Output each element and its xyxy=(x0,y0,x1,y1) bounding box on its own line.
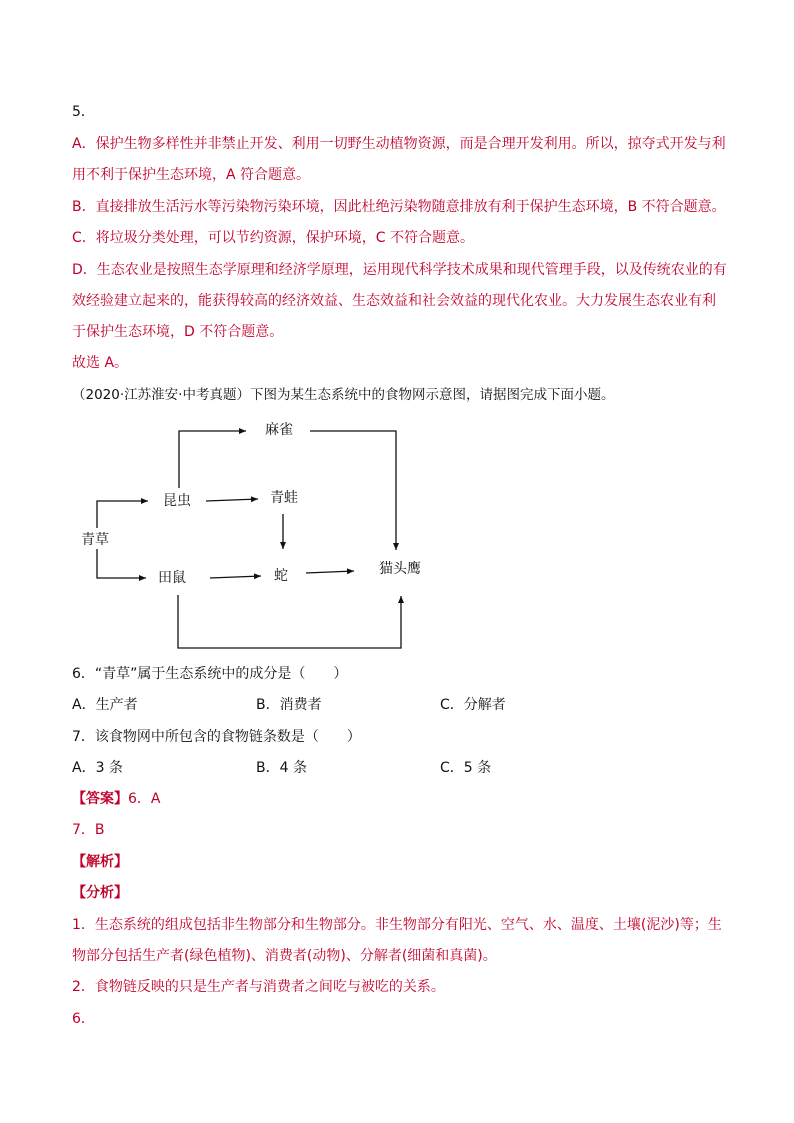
q5-text-a-1: 保护生物多样性并非禁止开发、利用一切野生动植物资源，而是合理开发利用。所以，掠夺式开发与利 xyxy=(95,136,726,152)
arrow-tianshu-she xyxy=(210,576,261,578)
q5-conclusion: 故选 A。 xyxy=(72,355,129,371)
q5-option-a-line-2: 用不利于保护生态环境，A 符合题意。 xyxy=(72,167,311,183)
arrow-kunchong-qingwa xyxy=(206,499,258,501)
answer-7: 7．B xyxy=(72,822,105,838)
answer-line xyxy=(72,789,160,809)
node-maotouying: 猫头鹰 xyxy=(379,561,421,577)
q6-stem: 6．“青草”属于生态系统中的成分是（ ） xyxy=(72,666,348,682)
q6-option-c: C．分解者 xyxy=(440,697,506,713)
q6-option-a: A．生产者 xyxy=(72,697,138,713)
node-maque: 麻雀 xyxy=(265,422,293,438)
answer-label: 【答案】 xyxy=(72,791,128,807)
q7-option-a: A．3 条 xyxy=(72,760,123,776)
q6-explanation-head: 6． xyxy=(72,1011,95,1027)
arrow-maque-maotouying xyxy=(310,431,396,550)
analysis-line-2: 物部分包括生产者(绿色植物)、消费者(动物)、分解者(细菌和真菌)。 xyxy=(72,948,497,964)
q5-label-d: D． xyxy=(72,262,97,278)
q5-text-b: 直接排放生活污水等污染物污染环境，因此杜绝污染物随意排放有利于保护生态环境，B 不符合题意。 xyxy=(95,199,726,215)
q5-option-d-line-3: 于保护生态环境，D 不符合题意。 xyxy=(72,324,284,340)
q5-head: 5． xyxy=(72,104,95,120)
arrow-qingcao-tianshu xyxy=(97,549,146,578)
q5-label-a: A． xyxy=(72,136,96,152)
q6-option-b: B．消费者 xyxy=(256,697,322,713)
answer-6: 6．A xyxy=(128,791,161,807)
q5-label-c: C． xyxy=(72,230,96,246)
q7-stem: 7．该食物网中所包含的食物链条数是（ ） xyxy=(72,729,361,745)
analysis-line-3: 2．食物链反映的只是生产者与消费者之间吃与被吃的关系。 xyxy=(72,979,445,995)
node-qingwa: 青蛙 xyxy=(270,490,298,506)
analysis-line-1: 1．生态系统的组成包括非生物部分和生物部分。非生物部分有阳光、空气、水、温度、土壤(泥沙)等；生 xyxy=(72,917,722,933)
question-intro: （2020·江苏淮安·中考真题）下图为某生态系统中的食物网示意图，请据图完成下面小题。 xyxy=(72,387,615,403)
q7-option-b: B．4 条 xyxy=(256,760,307,776)
arrow-qingcao-kunchong xyxy=(97,501,148,528)
jiexi-heading: 【解析】 xyxy=(72,854,128,870)
arrow-she-maotouying xyxy=(306,571,354,573)
arrow-kunchong-maque xyxy=(179,431,246,488)
arrow-tianshu-maotouying xyxy=(178,595,401,648)
node-qingcao: 青草 xyxy=(81,532,109,548)
node-kunchong: 昆虫 xyxy=(163,493,191,509)
node-she: 蛇 xyxy=(274,568,288,584)
q5-label-b: B． xyxy=(72,199,96,215)
fenxi-heading: 【分析】 xyxy=(72,885,128,901)
node-tianshu: 田鼠 xyxy=(158,570,186,586)
q5-text-d-1: 生态农业是按照生态学原理和经济学原理，运用现代科学技术成果和现代管理手段，以及传统农业的有 xyxy=(96,262,727,278)
q7-option-c: C．5 条 xyxy=(440,760,492,776)
q5-text-c: 将垃圾分类处理，可以节约资源，保护环境，C 不符合题意。 xyxy=(95,230,475,246)
q5-option-d-line-2: 效经验建立起来的，能获得较高的经济效益、生态效益和社会效益的现代化农业。大力发展生态农业有利 xyxy=(72,293,716,309)
